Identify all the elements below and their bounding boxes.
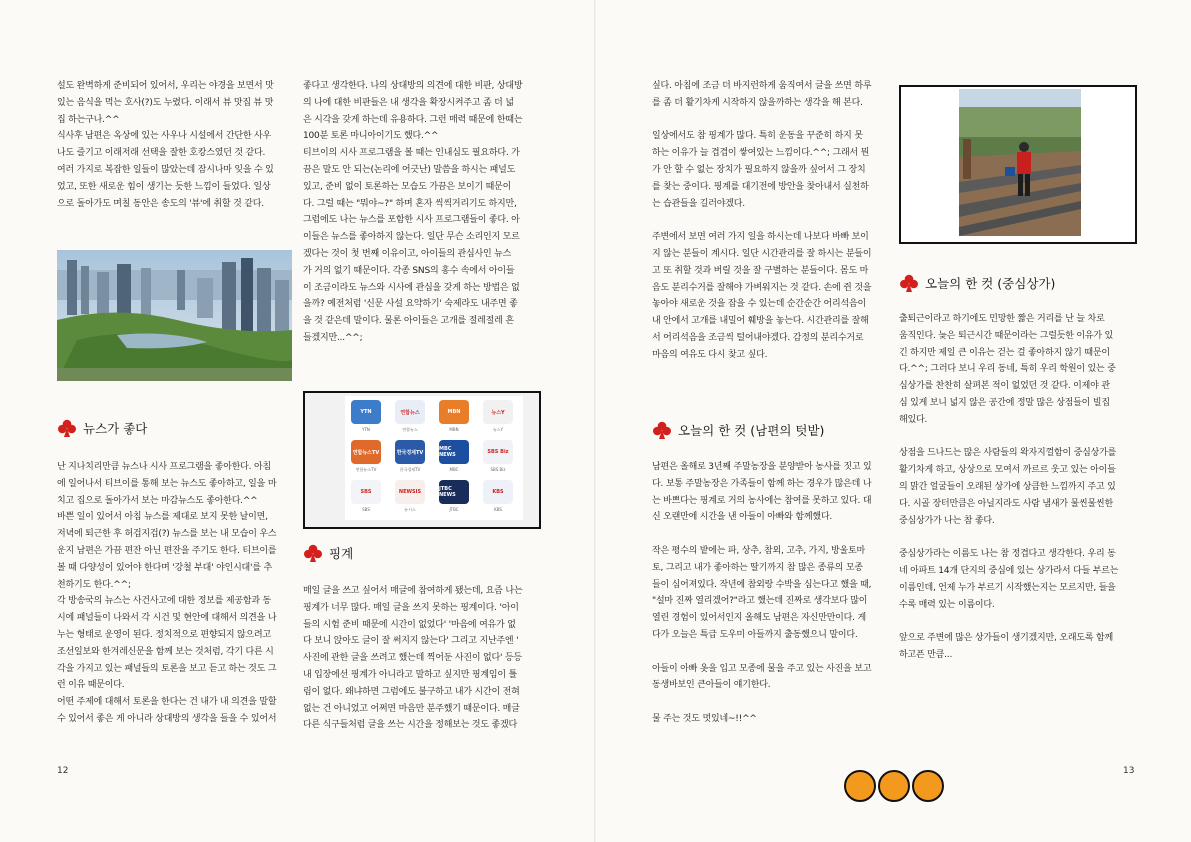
right-col1-field-text (652, 459, 888, 728)
paragraph: 물 주는 것도 멋있네~!!^^ (652, 713, 757, 724)
decorative-circle (878, 770, 910, 802)
heading-news (57, 418, 147, 438)
page-number-left: 12 (57, 766, 69, 776)
left-col1-news-text (57, 459, 293, 728)
paragraph: 중심상가라는 이름도 나는 참 정겹다고 생각한다. 우리 동 네 아파트 14개 단지의 중심에 있는 상가라서 다들 부르는 이름인데, 언제 누가 부르기 시작했는지는 모르지만, 들을 수록 매력 있는 이름이다. (899, 549, 1119, 610)
app-label: YTN (362, 427, 370, 432)
heading-center (899, 273, 1055, 293)
app-icon: MBC NEWS (439, 440, 469, 464)
app-icon: SBS Biz (483, 440, 513, 464)
app-label: 뉴스Y (492, 427, 504, 432)
app-icon: SBS (351, 480, 381, 504)
club-icon (899, 273, 919, 293)
right-col2-text (899, 311, 1135, 664)
paragraph: 일상에서도 참 핑계가 많다. 특히 운동을 꾸준히 하지 못 하는 이유가 늘 겹겹이 쌓여있는 느낌이다.^^; 그래서 뭔 가 안 할 수 없는 장치가 필요하지 않을까 싶어서 그 장치 를 찾는 중이다. 핑계를 대기전에 방안을 찾아내서 실천하 는 습관들을 길러야겠다. (652, 131, 870, 209)
decorative-circle (844, 770, 876, 802)
app-icon: MBN (439, 400, 469, 424)
paragraph: 아들이 아빠 옷을 입고 모종에 물을 주고 있는 사진을 보고 동생바보인 큰아들이 얘기한다. (652, 663, 872, 691)
paragraph: 앞으로 주변에 많은 상가들이 생기겠지만, 오래도록 함께 하고픈 만큼... (899, 633, 1113, 660)
app-icon: KBS (483, 480, 513, 504)
heading-field (652, 420, 824, 440)
app-label: SBS (362, 507, 370, 512)
app-icon: 뉴스Y (483, 400, 513, 424)
app-label: SBS Biz (490, 467, 506, 472)
garden-image (901, 87, 1131, 238)
app-label: 한국경제TV (399, 467, 421, 472)
paragraph: 매일 글을 쓰고 싶어서 매글에 참여하게 됐는데, 요즘 나는 핑계가 너무 많다. 매일 글을 쓰지 못하는 핑계이다. '아이 들의 시험 준비 때문에 시간이 없었다' '마음에 여유가 없 다 보니 앉아도 글이 잘 써지지 않는다' 그리고 지난주엔 ' 사진에 관한 글을 쓰려고 했는데 찍어둔 사진이 없다' 등등 내 입장에선 핑계가 아니라고 말하고 싶지만 핑계임이 틀 림이 없다. 왜냐하면 그럼에도 불구하고 내가 시간이 전혀 없는 건 아니었고 어쩌면 마음만 분주했기 때문이다. 매글 다른 식구들처럼 글을 쓰는 시간을 정해보는 것도 좋겠다 (303, 586, 523, 731)
app-icon: 연합뉴스TV (351, 440, 381, 464)
right-page (596, 0, 1191, 842)
club-icon (652, 420, 672, 440)
paragraph: 주변에서 보면 여러 가지 일을 하시는데 나보다 바빠 보이 지 않는 분들이 계시다. 일단 시간관리를 잘 하시는 분들이 고 또 취할 것과 버릴 것을 잘 구별하는 분들이다. 몸도 마 음도 분리수거를 잘해야 가벼워지는 것 같다. 손에 쥔 것을 놓아야 새로운 것을 잡을 수 있는데 순간순간 어리석음이 내 안에서 고개를 내밀어 훼방을 놓는다. 시간관리를 잘해 서 어리석음을 조금씩 털어내야겠다. 감정의 분리수거로 마음의 여유도 다시 찾고 싶다. (652, 232, 872, 360)
paragraph: 난 지나치리만큼 뉴스나 시사 프로그램을 좋아한다. 아침 에 일어나서 티브이를 통해 보는 뉴스도 좋아하고, 일을 마 치고 집으로 돌아가서 보는 마감뉴스도 좋아한다.^^ 바쁜 일이 있어서 아침 뉴스를 제대로 보지 못한 날이면, 저녁에 퇴근한 후 허겁지겁(?) 뉴스를 보는 내 모습이 우스 운지 남편은 가끔 편잔 아닌 편잔을 주기도 한다. 티브이를 볼 때 다양성이 있어야 한다며 '강철 부대' 야인시대'를 추 천하기도 한다.^^; 각 방송국의 뉴스는 사건사고에 대한 정보를 제공함과 동 시에 패널들이 나와서 각 시건 및 현안에 대해서 의견을 나 누는 형태로 운영이 된다. 정치적으로 편향되지 않으려고 조선일보와 한겨레신문을 함께 보는 것처럼, 각기 다른 시 각을 가지고 있는 패널들의 토론을 보고 듣고 하는 것도 그 런 이유 때문이다. 어떤 주제에 대해서 토론을 한다는 건 내가 내 의견을 말할 수 있어서 좋은 게 아니라 상대방의 생각을 들을 수 있어서 (57, 462, 277, 724)
heading-news-label: 뉴스가 좋다 (83, 421, 148, 436)
app-label: MBN (449, 427, 459, 432)
left-col2-pilgye-text (303, 583, 539, 734)
heading-center-label: 오늘의 한 컷 (중심상가) (925, 276, 1056, 291)
heading-pilgye-label: 핑계 (329, 546, 354, 561)
paragraph: 싶다. 아침에 조금 더 바지런하게 움직여서 글을 쓰면 하루 를 좀 더 활기차게 시작하지 않을까하는 생각을 해 본다. (652, 81, 872, 108)
right-col1-text (652, 78, 888, 364)
club-icon (57, 418, 77, 438)
app-label: JTBC (449, 507, 459, 512)
page-number-right: 13 (1123, 766, 1135, 776)
heading-field-label: 오늘의 한 컷 (남편의 텃밭) (678, 423, 825, 438)
paragraph: 설도 완벽하게 준비되어 있어서, 우리는 야경을 보면서 맛 있는 음식을 먹는 호사(?)도 누렸다. 이래서 뷰 맛집 뷰 맛 집 하는구나.^^ 식사후 남편은 옥상에 있는 사우나 시설에서 간단한 사우 나도 즐기고 이래저래 선택을 잘한 호캉스였던 것 같다. 여러 가지로 복잡한 일들이 많았는데 잠시나마 잊을 수 있 었고, 또한 새로운 힘이 생기는 듯한 느낌이 들었다. 일상 으로 돌아가도 며칠 동안은 송도의 '뷰'에 취할 것 같다. (57, 81, 274, 209)
news-app-grid (345, 396, 523, 520)
paragraph: 남편은 올해로 3년째 주말농장을 분양받아 농사를 짓고 있 다. 보통 주말농장은 가족들이 함께 하는 경우가 많은데 나 는 바쁘다는 핑계로 거의 농사에는 참여를 못하고 있다. 대 신 오랜만에 시간을 낸 아들이 아빠와 함께했다. (652, 462, 872, 523)
paragraph: 출퇴근이라고 하기에도 민망한 짧은 거리를 난 늘 차로 움직인다. 늦은 퇴근시간 때문이라는 그럴듯한 이유가 있 긴 하지만 제일 큰 이유는 걷는 걸 좋아하지 않기 때문이 다.^^; 그러다 보니 우리 동네, 특히 우리 학원이 있는 중 심상가를 찬찬히 살펴본 적이 없었던 것 같다. 이제야 관 심 있게 보니 넓지 않은 공간에 정말 많은 상점들이 빌집 해있다. (899, 314, 1116, 425)
app-icon: 연합뉴스 (395, 400, 425, 424)
app-icon: YTN (351, 400, 381, 424)
garden-photo (899, 85, 1137, 244)
app-label: KBS (494, 507, 502, 512)
app-icon: NEWSIS (395, 480, 425, 504)
paragraph: 상점을 드나드는 많은 사람들의 왁자지껄함이 중심상가를 활기차게 하고, 상상으로 모여서 까르르 웃고 있는 아이들 의 맑간 얼굴들이 오래된 상가에 상큼한 느낌까지 주고 있 다. 시골 장터만큼은 아닐지라도 사람 냄새가 물씬물씬한 중심상가가 나는 참 좋다. (899, 448, 1117, 526)
left-col1-top-text (57, 78, 293, 212)
paragraph: 좋다고 생각한다. 나의 상대방의 의견에 대한 비판, 상대방 의 나에 대한 비판들은 내 생각을 확장시켜주고 좀 더 넓 은 시각을 갖게 하는데 유용하다. 그런 매력 때문에 한때는 100분 토론 마니아이기도 했다.^^ 티브이의 시사 프로그램을 볼 때는 인내심도 필요하다. 가 끔은 말도 안 되는(논리에 어긋난) 말씀을 하시는 패널도 있고, 준비 없이 토론하는 모습도 가끔은 보이기 때문이 다. 그럴 때는 "뭐야~?" 하며 혼자 씩씩거리기도 하지만, 그럼에도 나는 뉴스를 포함한 시사 프로그램들이 좋다. 아 이들은 뉴스를 좋아하지 않는다. 일단 무슨 소리인지 모르 겠다는 것이 첫 번째 이유이고, 아이들의 관심사인 뉴스 가 거의 없기 때문이다. 각종 SNS의 홍수 속에서 아이들 이 조금이라도 뉴스와 시사에 관심을 갖게 하는 방법은 없 을까? 예전처럼 '신문 사설 요약하기' 숙제라도 내주면 좋 을 것 같은데 말이다. 물론 아이들은 고개를 절레절레 흔 들겠지만...^^; (303, 81, 523, 343)
app-icon: 한국경제TV (395, 440, 425, 464)
left-page (0, 0, 595, 842)
app-label: 연합뉴스TV (355, 467, 377, 472)
left-col2-top-text (303, 78, 539, 347)
decorative-circle (912, 770, 944, 802)
city-image (57, 250, 292, 381)
songdo-cityscape-photo (57, 250, 292, 381)
app-label: MBC (449, 467, 459, 472)
club-icon (303, 543, 323, 563)
app-label: 뉴시스 (404, 507, 416, 512)
heading-pilgye (303, 543, 353, 563)
paragraph: 작은 평수의 밭에는 파, 상추, 참외, 고추, 가지, 방울토마 토, 그리고 내가 좋아하는 딸기까지 참 많은 종류의 모종 들이 심어져있다. 작년에 참외랑 수박을 심는다고 했을 때, "설마 진짜 열리겠어?"라고 했는데 진짜로 생각보다 많이 열린 경험이 있어서인지 올해도 남편은 자신만만이다. 게 다가 오늘은 특급 도우미 아들까지 출동했으니 말이다. (652, 545, 872, 640)
app-icon: JTBC NEWS (439, 480, 469, 504)
app-label: 연합뉴스 (402, 427, 418, 432)
